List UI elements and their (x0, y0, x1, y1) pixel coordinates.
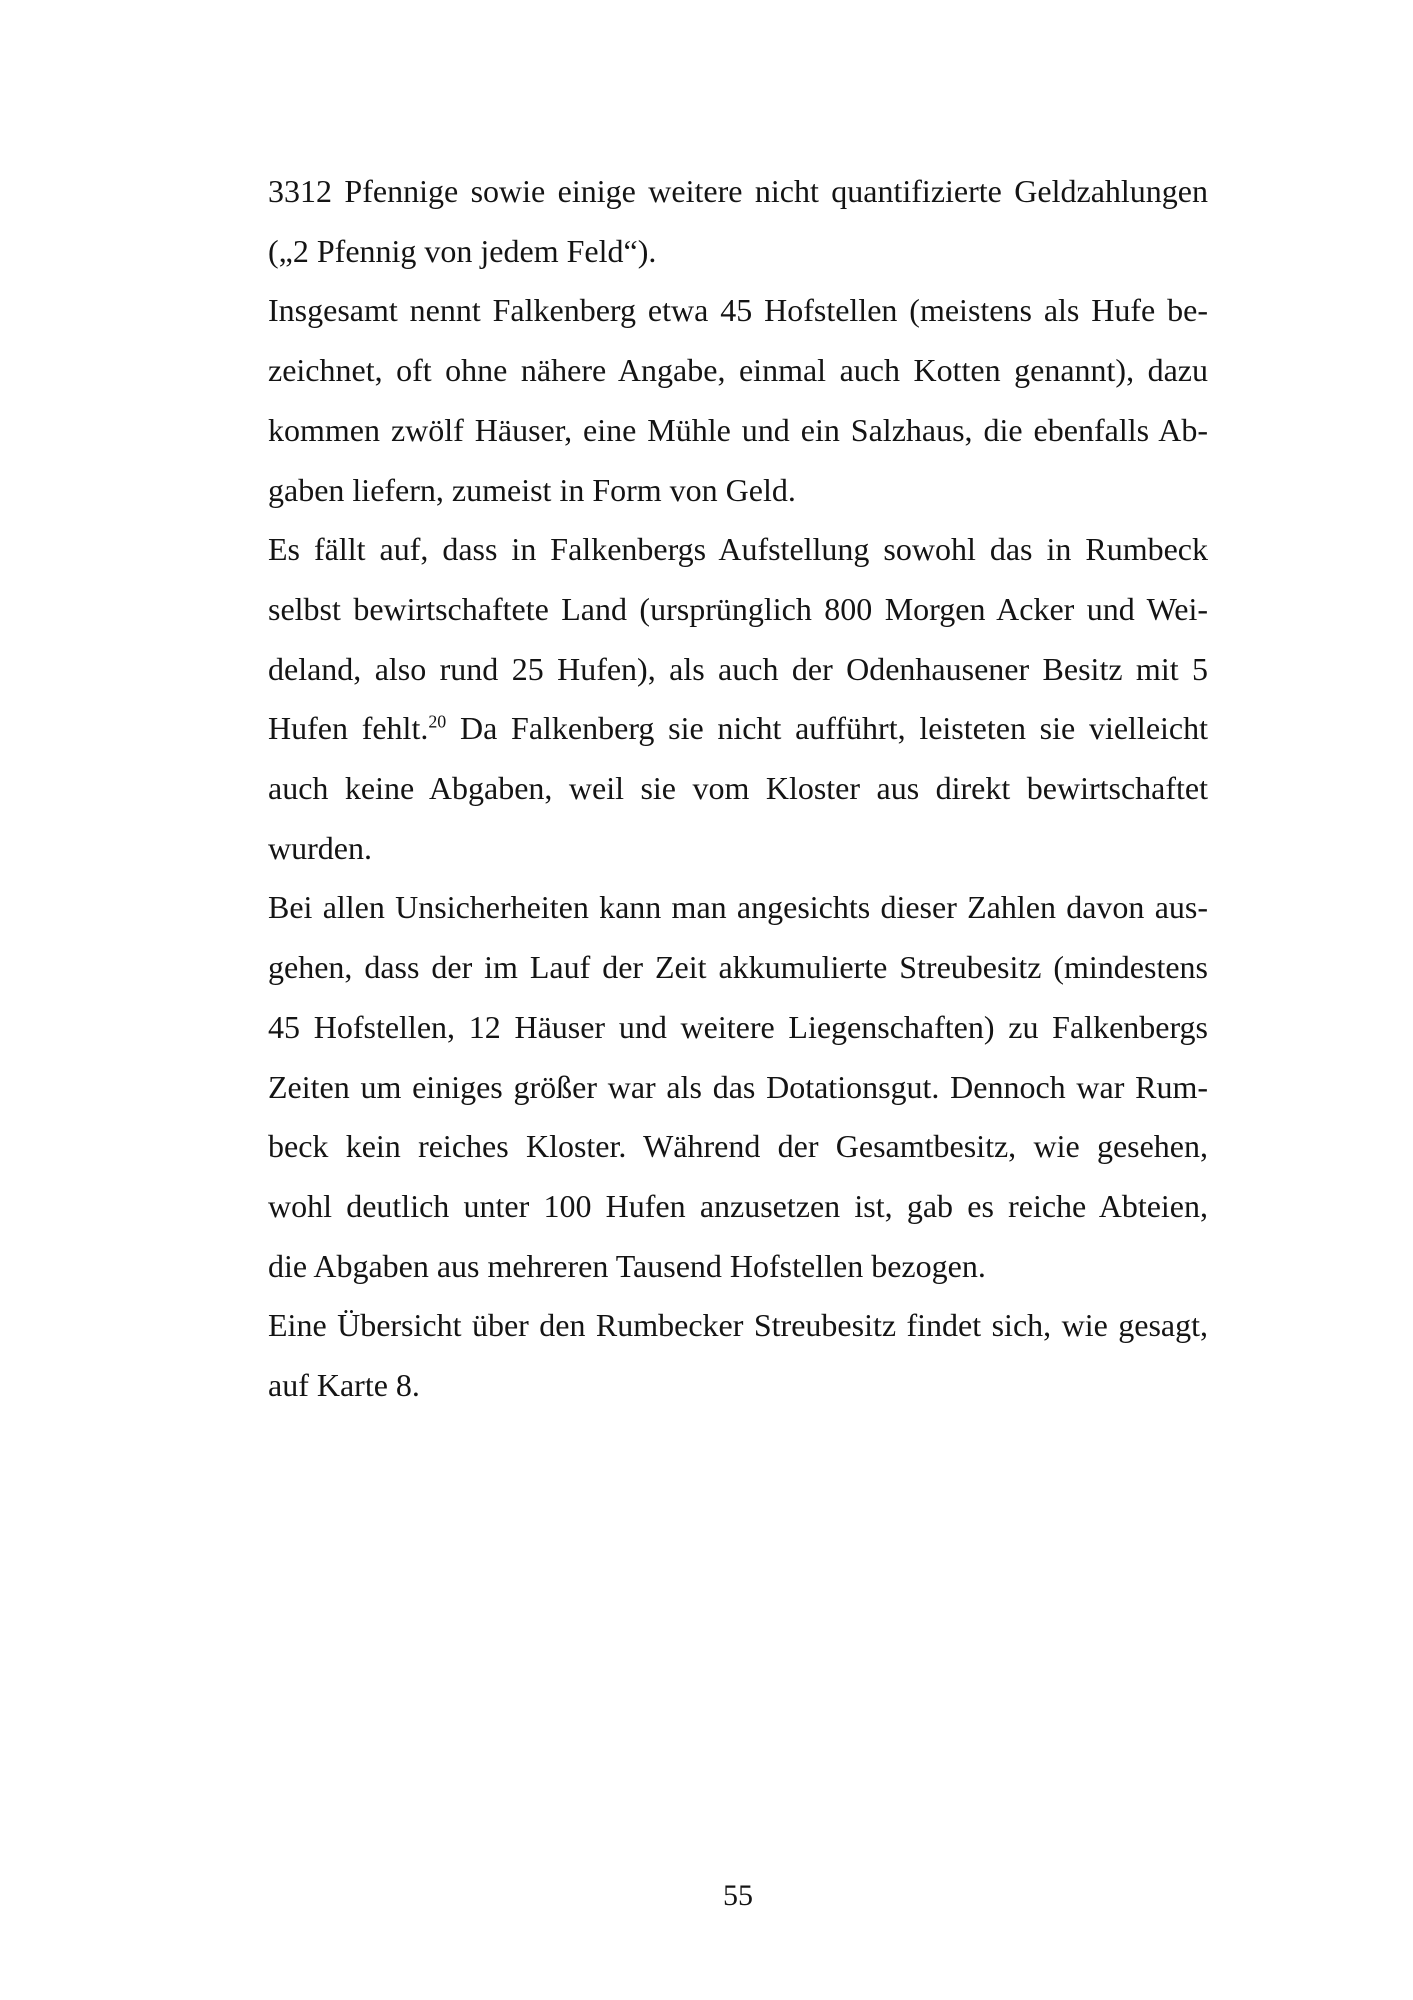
text-line: („2 Pfennig von jedem Feld“). (268, 232, 657, 269)
text-line: wohl deutlich unter 100 Hufen anzusetzen ist, gab es reiche Abteien, (268, 1187, 1208, 1224)
text-line: deland, also rund 25 Hufen), als auch der Odenhausener Besitz mit 5 (268, 650, 1208, 687)
text-line: gehen, dass der im Lauf der Zeit akkumulierte Streubesitz (mindestens (268, 949, 1208, 986)
text-line: Bei allen Unsicherheiten kann man angesichts dieser Zahlen davon aus- (268, 889, 1208, 926)
text-line: die Abgaben aus mehreren Tausend Hofstellen bezogen. (268, 1247, 986, 1284)
page-number: 55 (723, 1879, 753, 1912)
text-line: auf Karte 8. (268, 1367, 420, 1404)
text-line: Insgesamt nennt Falkenberg etwa 45 Hofstellen (meistens als Hufe be- (268, 292, 1208, 329)
text-line: zeichnet, oft ohne nähere Angabe, einmal auch Kotten genannt), dazu (268, 352, 1208, 389)
text-line: auch keine Abgaben, weil sie vom Kloster aus direkt bewirtschaftet (268, 770, 1208, 807)
text-line: kommen zwölf Häuser, eine Mühle und ein Salzhaus, die ebenfalls Ab- (268, 411, 1208, 448)
line-text: Da Falkenberg sie nicht aufführt, leisteten sie vielleicht (446, 710, 1209, 747)
text-line (268, 699, 1208, 759)
text-line: selbst bewirtschaftete Land (ursprünglich 800 Morgen Acker und Wei- (268, 590, 1208, 627)
text-line: gaben liefern, zumeist in Form von Geld. (268, 471, 796, 508)
text-line: Eine Übersicht über den Rumbecker Streubesitz findet sich, wie gesagt, (268, 1307, 1208, 1344)
footnote-reference: 20 (428, 711, 447, 732)
text-line: wurden. (268, 829, 372, 866)
line-text: Hufen fehlt. (268, 710, 429, 747)
text-block (268, 162, 1208, 1416)
text-line: Es fällt auf, dass in Falkenbergs Aufstellung sowohl das in Rumbeck (268, 531, 1208, 568)
text-line: 3312 Pfennige sowie einige weitere nicht quantifizierte Geldzahlungen (268, 173, 1208, 209)
text-line: 45 Hofstellen, 12 Häuser und weitere Liegenschaften) zu Falkenbergs (268, 1008, 1208, 1045)
text-line: Zeiten um einiges größer war als das Dotationsgut. Dennoch war Rum- (268, 1068, 1208, 1105)
text-line: beck kein reiches Kloster. Während der Gesamtbesitz, wie gesehen, (268, 1128, 1208, 1165)
